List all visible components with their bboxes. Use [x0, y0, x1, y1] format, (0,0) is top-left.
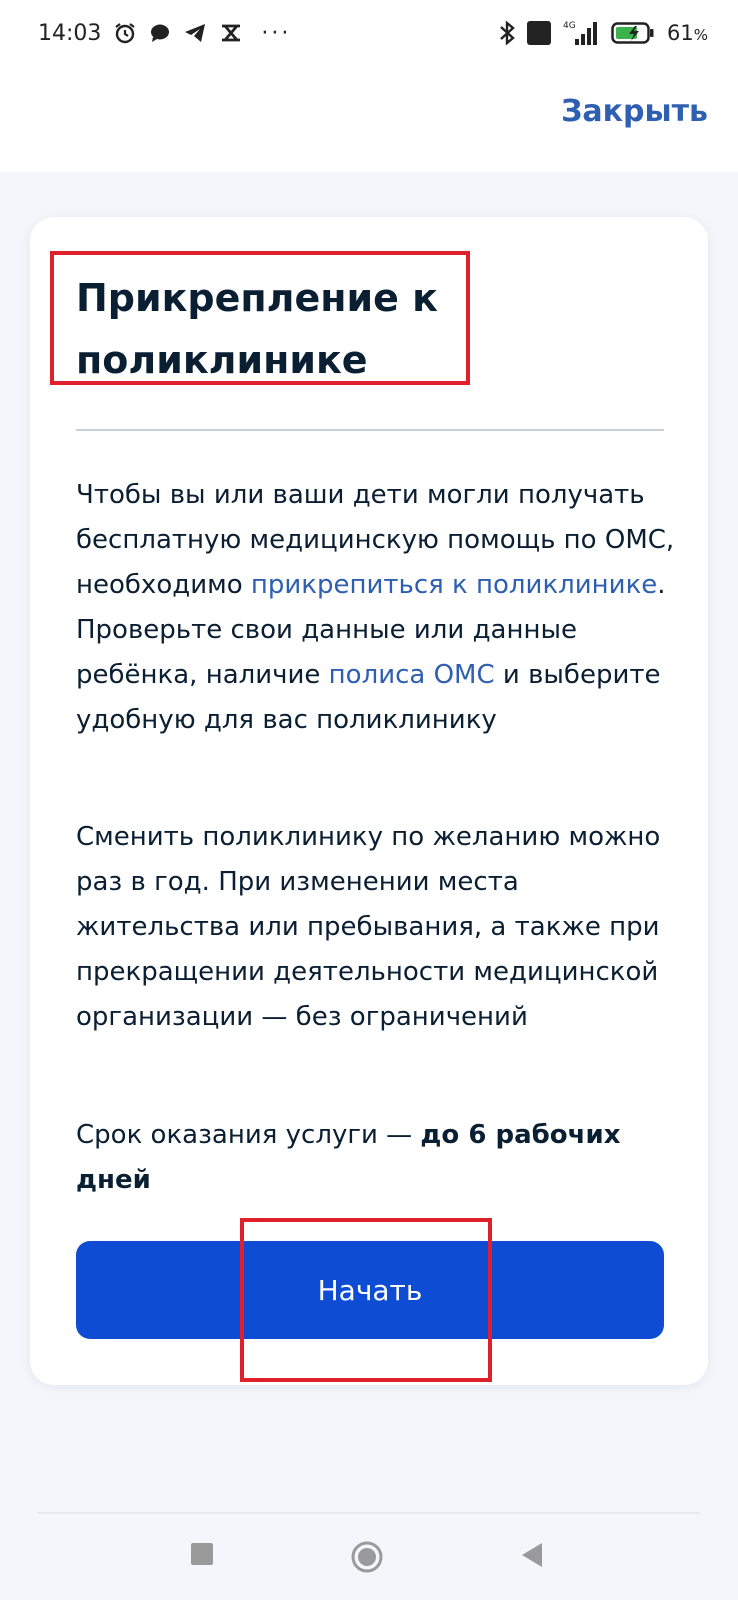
description-text: и выберите удобную для вас поликлинику — [76, 660, 661, 735]
telegram-icon — [183, 22, 207, 44]
chat-icon — [149, 22, 171, 44]
title-highlight-box — [50, 251, 470, 385]
volte-icon — [527, 21, 551, 45]
service-term-text: Срок оказания услуги — — [76, 1120, 421, 1150]
divider — [76, 429, 664, 431]
service-term-value: до 6 рабочих дней — [76, 1120, 621, 1195]
signal-icon — [563, 19, 599, 47]
description-text: Чтобы вы или ваши дети могли получать бесплатную медицинскую помощь по ОМС, необходимо — [76, 480, 675, 600]
bluetooth-icon — [499, 20, 515, 46]
app-header — [0, 66, 738, 172]
capcut-icon — [219, 22, 243, 44]
start-button[interactable]: Начать — [76, 1241, 664, 1339]
battery-charging-icon — [611, 21, 655, 45]
change-clinic-paragraph: Сменить поликлинику по желанию можно раз в год. При изменении места жительства или пребывания, а также при прекращении деятельности медицинской организации — без ограничений — [76, 822, 661, 1032]
button-highlight-box — [240, 1218, 492, 1382]
description-text: . Проверьте свои данные или данные ребёнка, наличие — [76, 570, 666, 690]
status-bar — [0, 0, 738, 66]
svg-text:4G: 4G — [563, 21, 576, 31]
alarm-icon — [113, 21, 137, 45]
battery-percent: 61% — [667, 21, 708, 45]
more-notifications-indicator: ··· — [261, 20, 292, 46]
oms-policy-link[interactable]: полиса ОМС — [328, 660, 495, 690]
page-title: Прикрепление к поликлинике — [76, 276, 438, 382]
status-time: 14:03 — [38, 20, 102, 46]
recent-apps-icon[interactable] — [190, 1542, 214, 1571]
home-icon[interactable] — [350, 1540, 384, 1579]
description-paragraph — [76, 473, 676, 743]
back-icon[interactable] — [520, 1542, 544, 1573]
status-bar-right — [499, 19, 708, 47]
service-card — [30, 217, 708, 1385]
status-bar-left — [38, 21, 291, 46]
service-term-paragraph — [76, 1113, 676, 1203]
navigation-bar — [0, 1514, 738, 1600]
attach-to-clinic-link[interactable]: прикрепиться к поликлинике — [250, 570, 658, 600]
close-button[interactable]: Закрыть — [561, 94, 708, 129]
